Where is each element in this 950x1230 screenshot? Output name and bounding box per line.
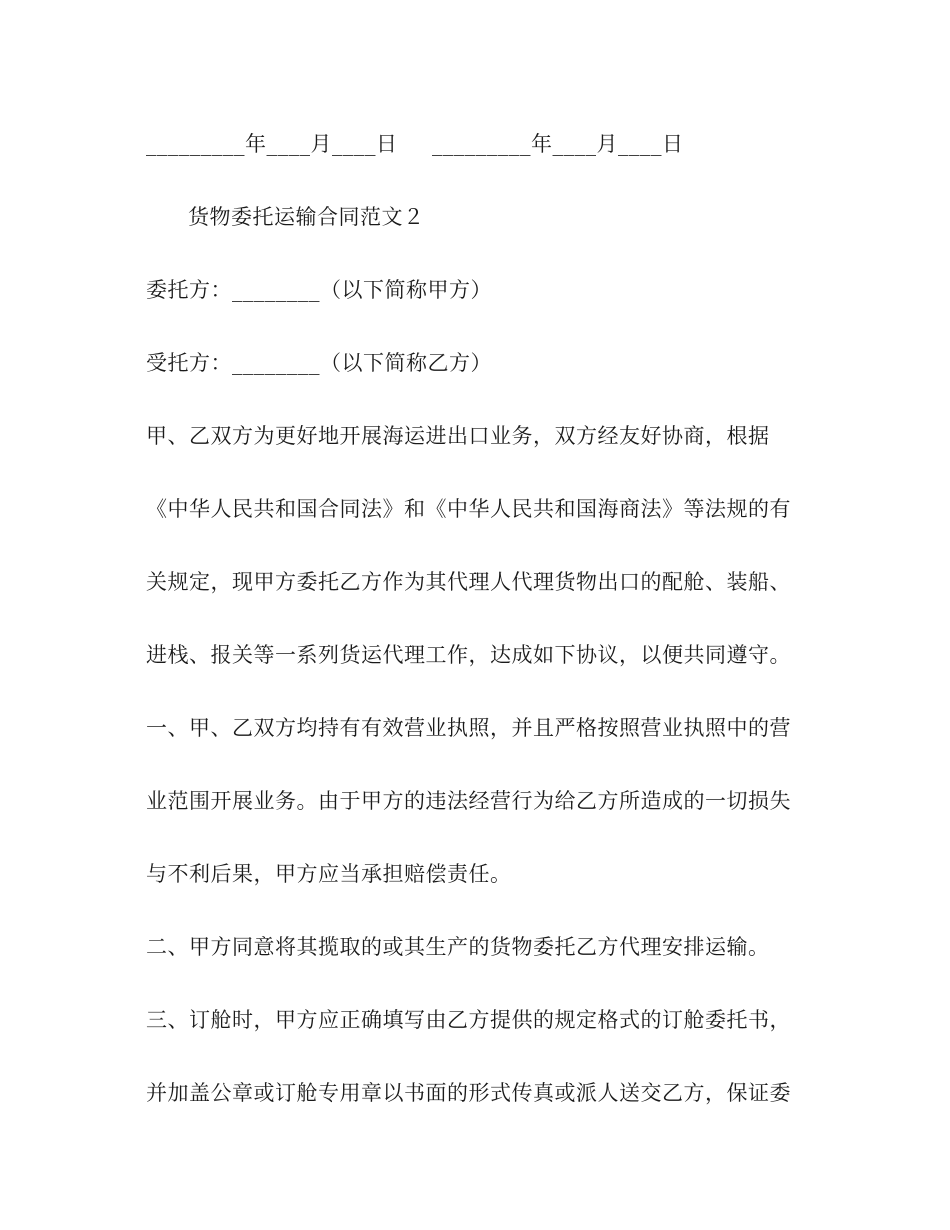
paragraph-line: 与不利后果，甲方应当承担赔偿责任。 bbox=[146, 862, 512, 886]
paragraph-line: 委托方：________（以下简称甲方） bbox=[146, 278, 492, 302]
paragraph-line: 并加盖公章或订舱专用章以书面的形式传真或派人送交乙方，保证委 bbox=[146, 1081, 791, 1105]
paragraph-line: 甲、乙双方为更好地开展海运进出口业务，双方经友好协商，根据 bbox=[146, 424, 770, 448]
paragraph-line: 《中华人民共和国合同法》和《中华人民共和国海商法》等法规的有 bbox=[146, 497, 791, 521]
paragraph-line: 一、甲、乙双方均持有有效营业执照，并且严格按照营业执照中的营 bbox=[146, 716, 791, 740]
paragraph-line: 受托方：________（以下简称乙方） bbox=[146, 351, 492, 375]
paragraph-line: 业范围开展业务。由于甲方的违法经营行为给乙方所造成的一切损失 bbox=[146, 789, 791, 813]
date-line-right: _________年____月____日 bbox=[432, 132, 684, 156]
document-title: 货物委托运输合同范文２ bbox=[188, 205, 425, 229]
paragraph-line: 三、订舱时，甲方应正确填写由乙方提供的规定格式的订舱委托书， bbox=[146, 1008, 791, 1032]
paragraph-line: 进栈、报关等一系列货运代理工作，达成如下协议，以便共同遵守。 bbox=[146, 643, 791, 667]
paragraph-line: 关规定，现甲方委托乙方作为其代理人代理货物出口的配舱、装船、 bbox=[146, 570, 791, 594]
paragraph-line: 二、甲方同意将其揽取的或其生产的货物委托乙方代理安排运输。 bbox=[146, 935, 770, 959]
date-line-left: _________年____月____日 bbox=[146, 132, 398, 156]
